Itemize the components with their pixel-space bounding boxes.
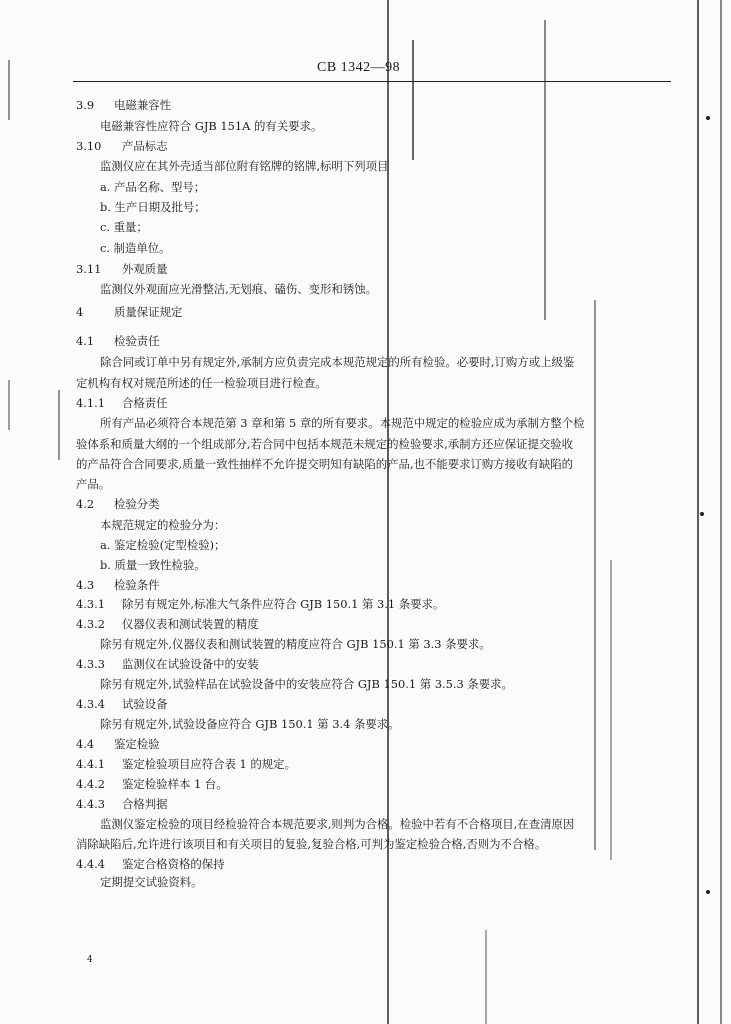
section-number: 4.4.2 — [76, 777, 105, 791]
header-rule — [73, 81, 671, 82]
paragraph-line — [100, 538, 225, 552]
line-text: 定机构有权对规范所述的任一检验项目进行检查。 — [76, 376, 327, 390]
line-text: 定期提交试验资料。 — [100, 875, 203, 889]
line-text: a. 产品名称、型号； — [100, 180, 206, 194]
line-text: 除另有规定外,仪器仪表和测试装置的精度应符合 GJB 150.1 第 3.3 条要求。 — [100, 637, 491, 651]
line-text: 本规范规定的检验分为： — [100, 518, 226, 532]
line-text: 试验设备 — [122, 697, 168, 711]
scan-streak — [544, 20, 546, 320]
section-heading — [76, 262, 168, 276]
section-heading — [76, 305, 182, 319]
line-text: 仪器仪表和测试装置的精度 — [122, 617, 259, 631]
line-text: 监测仪在试验设备中的安装 — [122, 657, 259, 671]
paragraph-line — [100, 817, 574, 831]
scan-speck — [706, 890, 710, 894]
paragraph-line — [100, 159, 388, 173]
paragraph-line — [100, 717, 400, 731]
line-text: 产品。 — [76, 477, 111, 491]
line-text: 的产品符合合同要求,质量一致性抽样不允许提交明知有缺陷的产品,也不能要求订购方接收有缺陷的 — [76, 457, 574, 471]
page-number: 4 — [87, 955, 93, 965]
scan-streak — [387, 0, 389, 1024]
section-heading — [76, 697, 168, 711]
line-text: 监测仪外观面应光滑整洁,无划痕、磕伤、变形和锈蚀。 — [100, 282, 377, 296]
line-text: 除另有规定外,标准大气条件应符合 GJB 150.1 第 3.1 条要求。 — [122, 597, 445, 611]
line-text: a. 鉴定检验(定型检验)； — [100, 538, 226, 552]
line-text: 外观质量 — [122, 262, 168, 276]
paragraph-line — [100, 119, 322, 133]
paragraph-line — [100, 282, 377, 296]
scan-streak — [412, 40, 414, 160]
line-text: b. 生产日期及批号； — [100, 200, 206, 214]
line-text: 监测仪鉴定检验的项目经检验符合本规范要求,则判为合格。检验中若有不合格项目,在查清原因 — [100, 817, 575, 831]
line-text: 监测仪应在其外壳适当部位附有铭牌的铭牌,标明下列项目 — [100, 159, 389, 173]
paragraph-line — [100, 416, 585, 430]
section-number: 4.4.1 — [76, 757, 105, 771]
paragraph-line — [100, 677, 513, 691]
section-number: 4 — [76, 305, 84, 319]
line-text: 合格责任 — [122, 396, 168, 410]
scan-streak — [58, 390, 60, 460]
paragraph-line — [76, 457, 573, 471]
section-number: 4.2 — [76, 497, 95, 511]
section-heading — [76, 657, 259, 671]
line-text: 合格判据 — [122, 797, 168, 811]
section-number: 4.4.4 — [76, 857, 105, 871]
section-heading — [76, 334, 160, 348]
section-heading — [76, 737, 160, 751]
line-text: 产品标志 — [122, 139, 168, 153]
paragraph-line — [100, 518, 225, 532]
line-text: 除另有规定外,试验样品在试验设备中的安装应符合 GJB 150.1 第 3.5.3 条要求。 — [100, 677, 513, 691]
standard-code-header: CB 1342—98 — [317, 60, 401, 75]
section-heading — [76, 777, 228, 791]
paragraph-line — [100, 200, 206, 214]
section-heading — [76, 597, 444, 611]
scan-streak — [8, 60, 10, 120]
scan-streak — [485, 930, 487, 1024]
scan-speck — [700, 512, 704, 516]
section-number: 4.3.1 — [76, 597, 105, 611]
paragraph-line — [100, 875, 203, 889]
line-text: 除合同或订单中另有规定外,承制方应负责完成本规范规定的所有检验。必要时,订购方或上级鉴 — [100, 355, 575, 369]
line-text: c. 制造单位。 — [100, 241, 171, 255]
section-number: 4.4 — [76, 737, 95, 751]
section-heading — [76, 139, 168, 153]
line-text: 电磁兼容性 — [114, 98, 171, 112]
paragraph-line — [100, 637, 491, 651]
section-number: 4.1.1 — [76, 396, 105, 410]
line-text: 消除缺陷后,允许进行该项目和有关项目的复验,复验合格,可判为鉴定检验合格,否则为不合格。 — [76, 837, 547, 851]
scan-streak — [720, 0, 722, 1024]
paragraph-line — [100, 355, 574, 369]
section-number: 3.9 — [76, 98, 95, 112]
line-text: 电磁兼容性应符合 GJB 151A 的有关要求。 — [100, 119, 323, 133]
line-text: c. 重量； — [100, 220, 148, 234]
section-number: 4.3.4 — [76, 697, 105, 711]
section-heading — [76, 497, 160, 511]
scan-streak — [8, 380, 10, 430]
section-number: 4.4.3 — [76, 797, 105, 811]
line-text: 所有产品必须符合本规范第 3 章和第 5 章的所有要求。本规范中规定的检验应成为承制方整个检 — [100, 416, 585, 430]
paragraph-line — [76, 837, 546, 851]
line-text: 检验责任 — [114, 334, 160, 348]
section-heading — [76, 617, 259, 631]
section-heading — [76, 857, 225, 871]
line-text: 验体系和质量大纲的一个组成部分,若合同中包括本规范未规定的检验要求,承制方还应保证提交验收 — [76, 437, 574, 451]
line-text: 鉴定合格资格的保持 — [122, 857, 225, 871]
line-text: 鉴定检验 — [114, 737, 160, 751]
line-text: 检验分类 — [114, 497, 160, 511]
section-number: 4.3.3 — [76, 657, 105, 671]
paragraph-line — [100, 558, 206, 572]
section-number: 3.10 — [76, 139, 102, 153]
scan-streak — [697, 0, 699, 1024]
scan-speck — [706, 116, 710, 120]
line-text: 鉴定检验项目应符合表 1 的规定。 — [122, 757, 296, 771]
line-text: 检验条件 — [114, 578, 160, 592]
section-heading — [76, 797, 168, 811]
line-text: 除另有规定外,试验设备应符合 GJB 150.1 第 3.4 条要求。 — [100, 717, 400, 731]
paragraph-line — [100, 241, 171, 255]
section-heading — [76, 396, 168, 410]
paragraph-line — [76, 376, 327, 390]
paragraph-line — [100, 220, 148, 234]
paragraph-line — [76, 437, 573, 451]
scan-streak — [610, 560, 612, 860]
paragraph-line — [100, 180, 205, 194]
line-text: 鉴定检验样本 1 台。 — [122, 777, 228, 791]
scan-streak — [594, 300, 596, 850]
section-heading — [76, 98, 171, 112]
section-number: 4.3 — [76, 578, 95, 592]
line-text: b. 质量一致性检验。 — [100, 558, 206, 572]
paragraph-line — [76, 477, 110, 491]
section-number: 3.11 — [76, 262, 102, 276]
line-text: 质量保证规定 — [114, 305, 183, 319]
section-number: 4.1 — [76, 334, 95, 348]
section-heading — [76, 757, 296, 771]
section-heading — [76, 578, 160, 592]
section-number: 4.3.2 — [76, 617, 105, 631]
